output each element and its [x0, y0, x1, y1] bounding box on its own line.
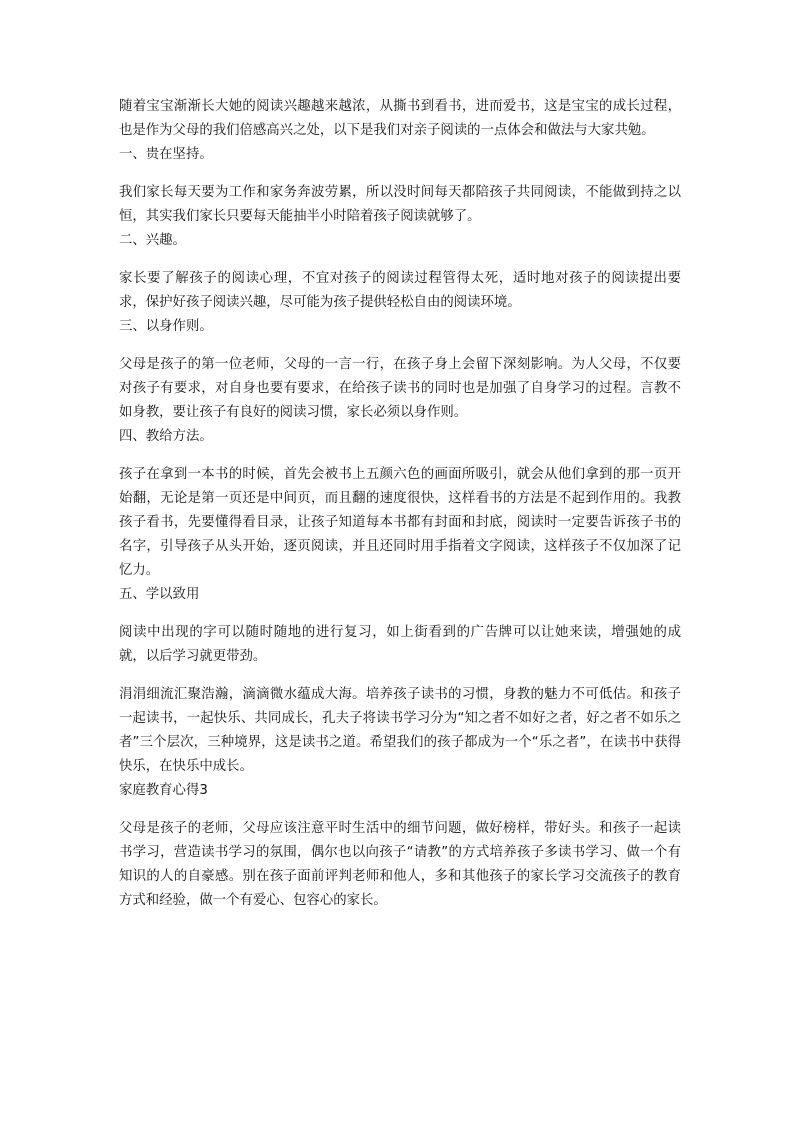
section-heading-family-education-3: 家庭教育心得3	[119, 783, 208, 798]
example-paragraph: 父母是孩子的第一位老师，父母的一言一行，在孩子身上会留下深刻影响。为人父母，不仅要对孩子有要求，对自身也要有要求，在给孩子读书的同时也是加强了自身学习的过程。言教不如身教，要让孩子有良好的阅读习惯，家长必须以身作则。	[119, 357, 681, 420]
persistence-paragraph: 我们家长每天要为工作和家务奔波劳累，所以没时间每天都陪孩子共同阅读，不能做到持之以恒，其实我们家长只要每天能抽半小时陪着孩子阅读就够了。	[119, 185, 681, 224]
section-heading-interest: 二、兴趣。	[119, 233, 186, 248]
section-heading-methods: 四、教给方法。	[119, 429, 213, 444]
section-heading-persistence: 一、贵在坚持。	[119, 147, 213, 162]
methods-paragraph: 孩子在拿到一本书的时候，首先会被书上五颜六色的画面所吸引，就会从他们拿到的那一页开始翻，无论是第一页还是中间页，而且翻的速度很快，这样看书的方法是不起到作用的。我教孩子看书，先要懂得看目录，让孩子知道每本书都有封面和封底，阅读时一定要告诉孩子书的名字，引导孩子从头开始，逐页阅读，并且还同时用手指着文字阅读，这样孩子不仅加深了记忆力。	[119, 467, 681, 578]
conclusion-paragraph: 涓涓细流汇聚浩瀚，滴滴微水蕴成大海。培养孩子读书的习惯，身教的魅力不可低估。和孩子一起读书，一起快乐、共同成长，孔夫子将读书学习分为“知之者不如好之者，好之者不如乐之者”三个层次，三种境界，这是读书之道。希望我们的孩子都成为一个“乐之者”，在读书中获得快乐，在快乐中成长。	[119, 687, 681, 774]
section-heading-application: 五、学以致用	[119, 587, 200, 602]
application-paragraph: 阅读中出现的字可以随时随地的进行复习，如上街看到的广告牌可以让她来读，增强她的成就，以后学习就更带劲。	[119, 625, 681, 664]
document-page	[119, 95, 681, 913]
intro-paragraph: 随着宝宝渐渐长大她的阅读兴趣越来越浓，从撕书到看书，进而爱书，这是宝宝的成长过程，也是作为父母的我们倍感高兴之处，以下是我们对亲子阅读的一点体会和做法与大家共勉。	[119, 99, 681, 138]
interest-paragraph: 家长要了解孩子的阅读心理，不宜对孩子的阅读过程管得太死，适时地对孩子的阅读提出要求，保护好孩子阅读兴趣，尽可能为孩子提供轻松自由的阅读环境。	[119, 271, 681, 310]
section-heading-example: 三、以身作则。	[119, 319, 213, 334]
family-education-paragraph: 父母是孩子的老师，父母应该注意平时生活中的细节问题，做好榜样，带好头。和孩子一起读书学习，营造读书学习的氛围，偶尔也以向孩子“请教”的方式培养孩子多读书学习、做一个有知识的人的自豪感。别在孩子面前评判老师和他人，多和其他孩子的家长学习交流孩子的教育方式和经验，做一个有爱心、包容心的家长。	[119, 821, 681, 908]
